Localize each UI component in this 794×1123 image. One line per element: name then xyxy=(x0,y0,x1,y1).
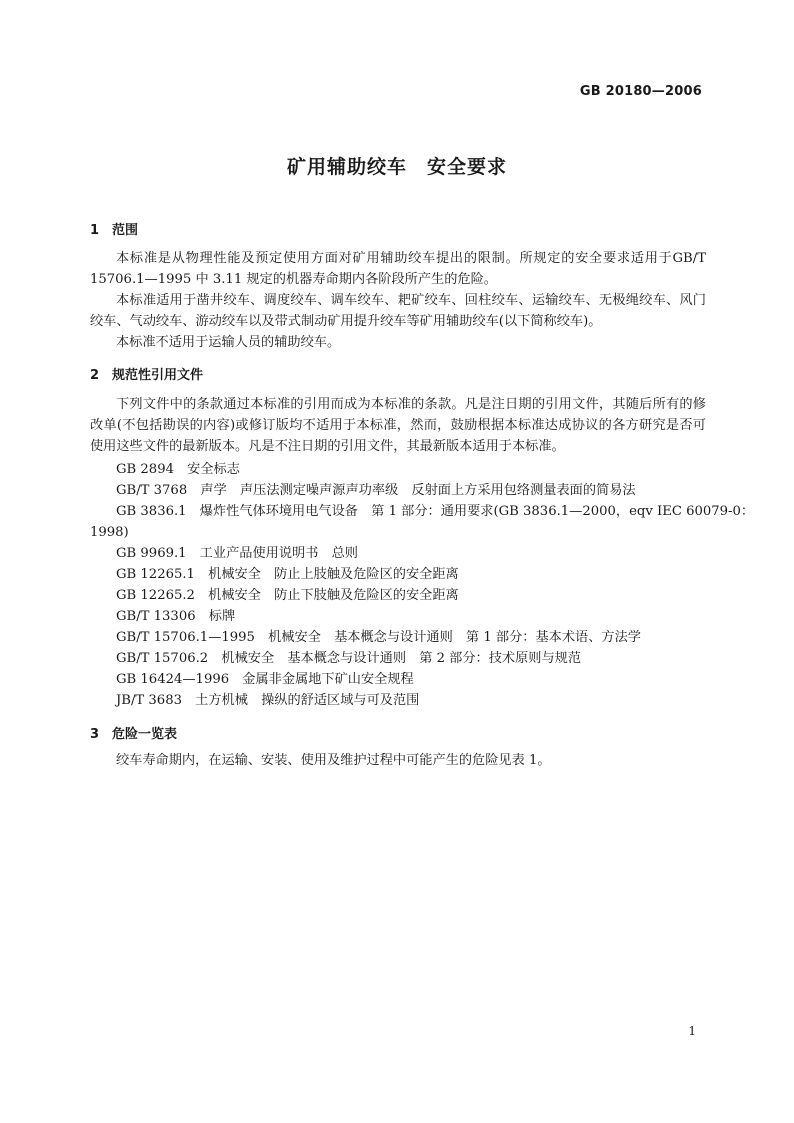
reference-item: GB 12265.1 机械安全 防止上肢触及危险区的安全距离 xyxy=(116,567,459,582)
reference-item: GB/T 3768 声学 声压法测定噪声源声功率级 反射面上方采用包络测量表面的简易法 xyxy=(116,483,636,498)
scope-paragraph-1: 本标准是从物理性能及预定使用方面对矿用辅助绞车提出的限制。所规定的安全要求适用于GB/T 15706.1—1995 中 3.11 规定的机器寿命期内各阶段所产生的危险。 xyxy=(90,251,706,287)
references-intro-paragraph: 下列文件中的条款通过本标准的引用而成为本标准的条款。凡是注日期的引用文件，其随后所有的修改单(不包括勘误的内容)或修订版均不适用于本标准，然而，鼓励根据本标准达成协议的各方研究是否可使用这些文件的最新版本。凡是不注日期的引用文件，其最新版本适用于本标准。 xyxy=(90,397,706,454)
reference-item: JB/T 3683 土方机械 操纵的舒适区域与可及范围 xyxy=(116,693,420,708)
reference-item: GB/T 15706.1—1995 机械安全 基本概念与设计通则 第 1 部分：基本术语、方法学 xyxy=(116,630,641,645)
reference-item: GB 16424—1996 金属非金属地下矿山安全规程 xyxy=(116,672,414,687)
section-title: 范围 xyxy=(112,223,139,238)
section-number: 2 xyxy=(90,368,100,383)
hazard-list-paragraph: 绞车寿命期内，在运输、安装、使用及维护过程中可能产生的危险见表 1。 xyxy=(116,753,551,768)
reference-item: GB 3836.1 爆炸性气体环境用电气设备 第 1 部分：通用要求(GB 3836.1—2000，eqv IEC 60079-0： xyxy=(116,504,755,519)
section-number: 1 xyxy=(90,223,100,238)
reference-item: GB 2894 安全标志 xyxy=(116,462,240,477)
section-title: 危险一览表 xyxy=(112,727,178,742)
reference-item: GB/T 15706.2 机械安全 基本概念与设计通则 第 2 部分：技术原则与规范 xyxy=(116,651,582,666)
reference-item: GB/T 13306 标牌 xyxy=(116,609,236,624)
section-number: 3 xyxy=(90,727,100,742)
reference-item: GB 9969.1 工业产品使用说明书 总则 xyxy=(116,546,358,561)
reference-list xyxy=(90,459,755,711)
section-heading-hazard-list xyxy=(90,723,177,742)
section-heading-normative-references xyxy=(90,364,203,383)
standard-code: GB 20180—2006 xyxy=(579,84,702,99)
section-title: 规范性引用文件 xyxy=(112,368,204,383)
scope-paragraph-3: 本标准不适用于运输人员的辅助绞车。 xyxy=(116,335,341,350)
reference-item-continuation: 1998) xyxy=(90,525,129,540)
scope-paragraph-2: 本标准适用于凿井绞车、调度绞车、调车绞车、耙矿绞车、回柱绞车、运输绞车、无极绳绞车、风门绞车、气动绞车、游动绞车以及带式制动矿用提升绞车等矿用辅助绞车(以下简称绞车)。 xyxy=(90,293,706,329)
document-title: 矿用辅助绞车 安全要求 xyxy=(286,156,507,178)
page-number: 1 xyxy=(688,1024,696,1038)
reference-item: GB 12265.2 机械安全 防止下肢触及危险区的安全距离 xyxy=(116,588,459,603)
section-heading-scope xyxy=(90,219,138,238)
